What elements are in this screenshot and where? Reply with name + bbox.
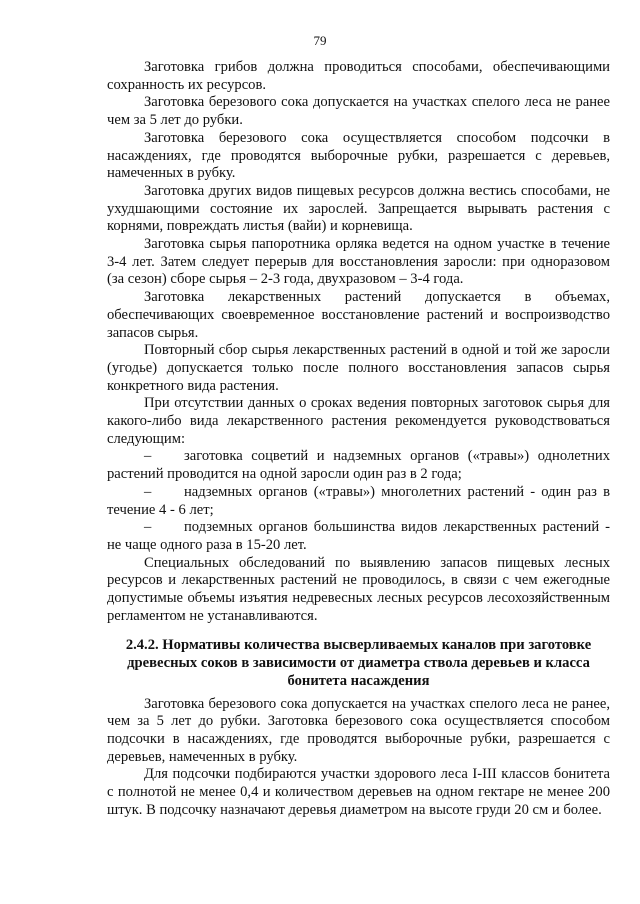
paragraph: Заготовка других видов пищевых ресурсов должна вестись способами, не ухудшающими состояние их зарослей. Запрещается вырывать растения с корнями, повреждать листья (вайи) и корневища. bbox=[107, 182, 610, 235]
list-item-text: надземных органов («травы») многолетних растений - один раз в течение 4 - 6 лет; bbox=[107, 483, 610, 518]
paragraph: Заготовка березового сока допускается на участках спелого леса не ранее чем за 5 лет до рубки. bbox=[107, 94, 610, 129]
paragraph: Заготовка березового сока осуществляется способом подсочки в насаждениях, где проводятся выборочные рубки, разрешается с деревьев, намеченных в рубку. bbox=[107, 129, 610, 182]
list-item-text: заготовка соцветий и надземных органов («травы») однолетних растений проводится на одной заросли один раз в 2 года; bbox=[107, 448, 610, 483]
list-item bbox=[107, 519, 610, 554]
section-heading: 2.4.2. Нормативы количества высверливаемых каналов при заготовке древесных соков в зависимости от диаметра ствола деревьев и класса бонитета насаждения bbox=[125, 636, 592, 689]
page-number: 79 bbox=[313, 33, 327, 48]
paragraph: Повторный сбор сырья лекарственных растений в одной и той же заросли (угодье) допускается только после полного восстановления запасов сырья конкретного вида растения. bbox=[107, 342, 610, 394]
list-item bbox=[107, 484, 610, 519]
list-dash: – bbox=[144, 448, 152, 465]
list-item bbox=[107, 448, 610, 483]
list-dash: – bbox=[144, 483, 152, 500]
paragraph: Специальных обследований по выявлению запасов пищевых лесных ресурсов и лекарственных растений не проводилось, в связи с чем ежегодные допустимые объемы изъятия недревесных лесных ресурсов лесохозяйственным регламентом не устанавливаются. bbox=[107, 554, 610, 624]
list-item-text: подземных органов большинства видов лекарственных растений - не чаще одного раза в 15-20 лет. bbox=[107, 519, 610, 553]
paragraph: Заготовка лекарственных растений допускается в объемах, обеспечивающих своевременное восстановление растений и воспроизводство запасов сырья. bbox=[107, 289, 610, 341]
paragraph: Заготовка березового сока допускается на участках спелого леса не ранее, чем за 5 лет до рубки. Заготовка березового сока осуществляется способом подсочки в насаждениях, где проводятся выборочные рубки, разрешается с деревьев, намеченных в рубку. bbox=[107, 695, 610, 765]
paragraph: Заготовка грибов должна проводиться способами, обеспечивающими сохранность их ресурсов. bbox=[107, 59, 610, 93]
paragraph: Для подсочки подбираются участки здорового леса I-III классов бонитета с полнотой не менее 0,4 и количеством деревьев на одном гектаре не менее 200 штук. В подсочку назначают деревья диаметром на высоте груди 20 см и более. bbox=[107, 766, 610, 818]
paragraph: При отсутствии данных о сроках ведения повторных заготовок сырья для какого-либо вида лекарственного растения рекомендуется руководствоваться следующим: bbox=[107, 395, 610, 447]
page-body bbox=[107, 59, 610, 819]
paragraph: Заготовка сырья папоротника орляка ведется на одном участке в течение 3-4 лет. Затем следует перерыв для восстановления заросли: при одноразовом (за сезон) сборе сырья – 2-3 года, двухразовом – 3-4 года. bbox=[107, 236, 610, 288]
list-dash: – bbox=[144, 519, 152, 536]
